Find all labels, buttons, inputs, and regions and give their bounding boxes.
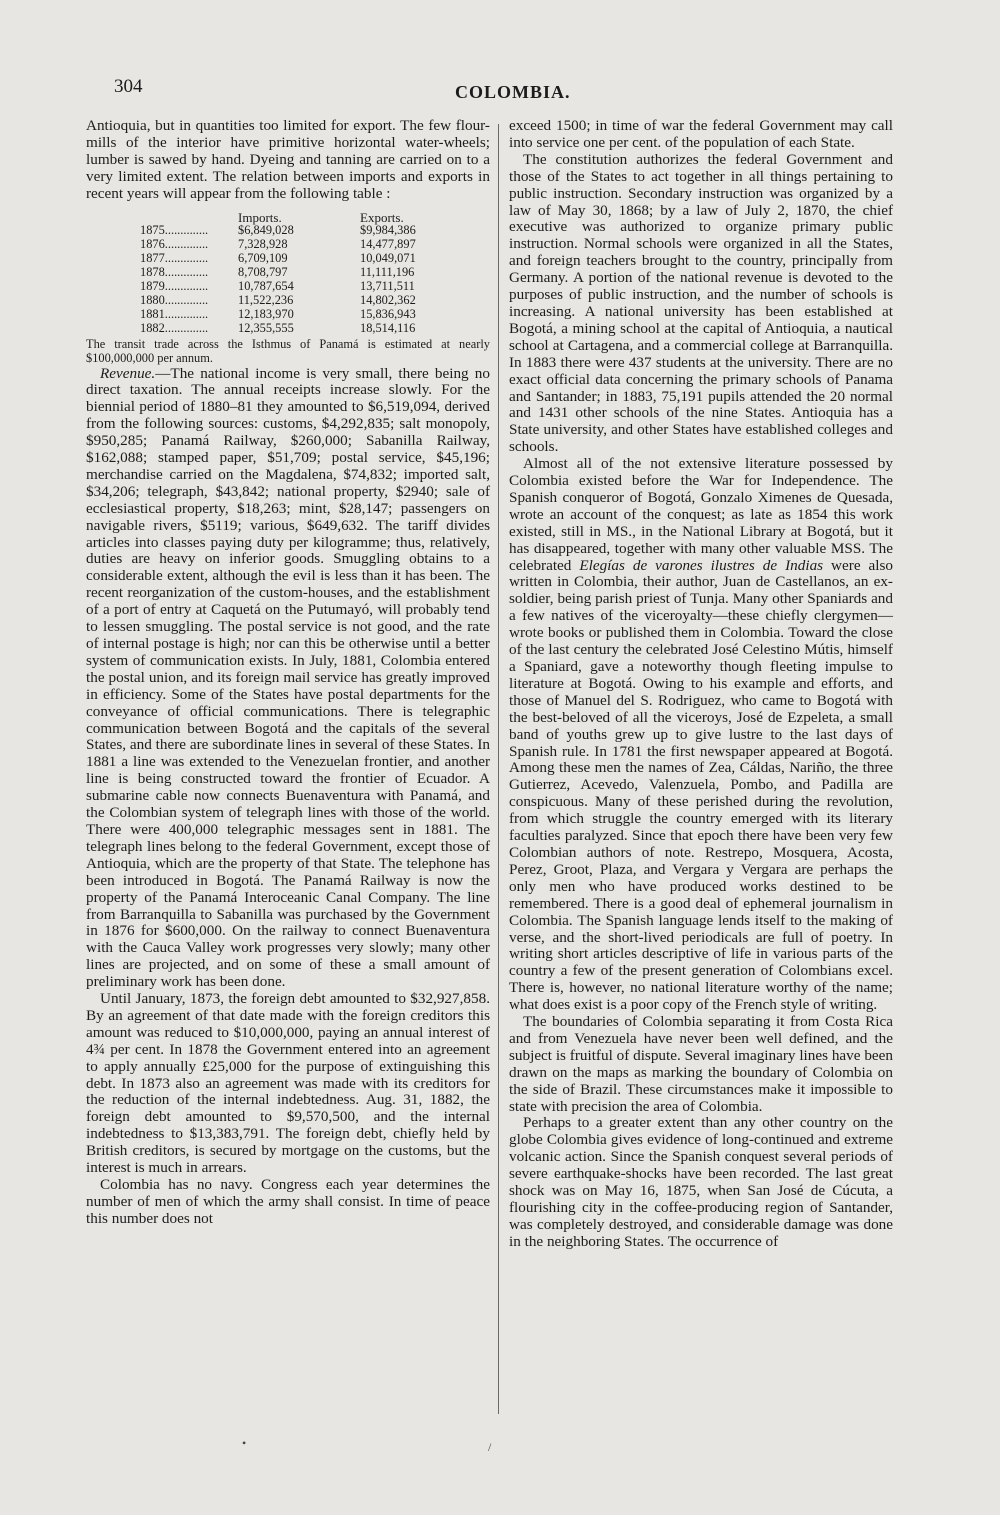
right-column [509, 118, 893, 1251]
table-cell: 8,708,797 [238, 265, 288, 280]
literature-title: Elegías de varones ilustres de Indias [579, 556, 824, 574]
paragraph-navy: Colombia has no navy. Congress each year determines the number of men of which the army shall consist. In time of peace this number does not [86, 1176, 490, 1227]
paragraph-boundaries: The boundaries of Colombia separating it from Costa Rica and from Venezuela have never been well defined, and the subject is fruitful of dispute. Several imaginary lines have been drawn on the maps as marking the boundary of Colombia on the side of Brazil. These circumstances make it impossible to state with precision the area of Colombia. [509, 1013, 893, 1115]
table-cell: 1882.............. [140, 320, 209, 335]
trade-table-wrap [140, 211, 490, 336]
left-column [86, 118, 490, 1228]
running-head: COLOMBIA. [455, 82, 571, 102]
paragraph-literature [509, 456, 893, 1014]
table-row [140, 238, 416, 252]
revenue-text: —The national income is very small, there being no direct taxation. The annual receipts increase slowly. For the biennial period of 1880–81 they amounted to $6,519,094, derived from the following sources: customs, $4,292,835; salt monopoly, $950,285; Panamá Railway, $260,000; Sabanilla Railway, $162,088; stamped paper, $51,709; postal service, $45,196; merchandise carried on the Magdalena, $74,832; imported salt, $34,206; telegraph, $43,842; national property, $2940; sale of ecclesiastical property, $18,263; mint, $28,147; passengers on navigable rivers, $5119; various, $649,632. The tariff divides articles into classes paying duty per kilogramme; thus, relatively, duties are heavy on inferior goods. Smuggling obtains to a considerable extent, although the evil is less than it has been. The recent reorganization of the custom-houses, and the establishment of a port of entry at Caquetá on the Putumayó, will probably tend to lessen smuggling. The postal service is not good, and the rate of internal postage is high; nor can this be otherwise until a better system of communication exists. In July, 1881, Colombia entered the postal union, and its foreign mail service has greatly improved in efficiency. Some of the States have postal departments for the conveyance of official communications. There is telegraphic communication between Bogotá and the capitals of the several States, and there are subordinate lines in several of these States. In 1881 a line was extended to the Venezuelan frontier, and another line is being constructed toward the frontier of Ecuador. A submarine cable now connects Buenaventura with Panamá, and the Colombian system of telegraph lines with those of the world. There were 400,000 telegraphic messages sent in 1881. The telegraph lines belong to the federal Government, except those of Antioquia, which are the property of that State. The telephone has been introduced in Bogotá. The Panamá Railway is now the property of the Panamá Interoceanic Canal Company. The line from Barranquilla to Sabanilla was purchased by the Government in 1876 for $600,000. On the railway to connect Buenaventura with the Cauca Valley work progresses very slowly; many other lines are projected, and on some of these a small amount of preliminary work has been done. [86, 364, 490, 991]
table-cell: 1881.............. [140, 306, 209, 321]
table-row [140, 252, 416, 266]
table-header-exports: Exports. [360, 209, 404, 225]
table-cell: 12,183,970 [238, 306, 294, 321]
table-row [140, 224, 416, 238]
paragraph-volcanic: Perhaps to a greater extent than any other country on the globe Colombia gives evidence of long-continued and extreme volcanic action. Since the Spanish conquest several periods of severe earthquake-shocks have been recorded. The last great shock was on May 16, 1875, when San José de Cúcuta, a flourishing city in the coffee-producing region of Santander, was completely destroyed, and considerable damage was done in the neighboring States. The occurrence of [509, 1114, 893, 1250]
table-cell: 1878.............. [140, 265, 209, 280]
paragraph-intro: Antioquia, but in quantities too limited for export. The few flour-mills of the interior have primitive horizontal water-wheels; lumber is sawed by hand. Dyeing and tanning are carried on to a very limited extent. The relation between imports and exports in recent years will appear from the following table : [86, 117, 490, 202]
table-row [140, 308, 416, 322]
trade-table [140, 211, 416, 336]
table-header-row [140, 211, 416, 225]
table-row [140, 322, 416, 336]
table-cell: 1877.............. [140, 251, 209, 266]
table-cell: 1879.............. [140, 279, 209, 294]
table-row [140, 294, 416, 308]
table-cell: 15,836,943 [360, 306, 416, 321]
table-cell: 11,111,196 [360, 265, 415, 280]
table-cell: 1875.............. [140, 223, 209, 238]
table-cell: 14,802,362 [360, 292, 416, 307]
literature-text-b: were also written in Colombia, their author, Juan de Castellanos, an ex-soldier, being parish priest of Tunja. Many other Spaniards and a few natives of the viceroyalty—these chiefly clergymen—wrote books or published them in Colombia. Toward the close of the last century the celebrated José Celestino Mútis, himself a Spaniard, gave a noteworthy though fleeting impulse to literature at Bogotá. Owing to his example and efforts, and those of Manuel del S. Rodriguez, who came to Bogotá with the best-beloved of all the viceroys, José de Ezpeleta, a small band of youths grew up to give lustre to the last days of Spanish rule. In 1781 the first newspaper appeared at Bogotá. Among these men the names of Zea, Cáldas, Nariño, the three Gutierrez, Acevedo, Valenzuela, Pombo, and Padilla are conspicuous. Many of these perished during the revolution, from which struggle the country emerged with its literary faculties paralyzed. Since that epoch there have been very few Colombian authors of note. Restrepo, Mosquera, Acosta, Perez, Groot, Plaza, and Vergara y Vergara are perhaps the only men who have produced works destined to be remembered. There is a good deal of ephemeral journalism in Colombia. The Spanish language lends itself to the making of verse, and the short-lived periodicals are full of poetry. In writing short articles descriptive of life in various parts of the country a few of the present generation of Colombians excel. There is, however, no national literature worthy of the name; what does exist is a poor copy of the French style of writing. [509, 556, 893, 1014]
literature-text-a: Almost all of the not extensive literature possessed by Colombia existed before the War for Independence. The Spanish conqueror of Bogotá, Gonzalo Ximenes de Quesada, wrote an account of the conquest; as late as 1854 this work existed, still in MS., in the National Library at Bogotá, but it has disappeared, together with many other valuable MSS. The celebrated [509, 455, 893, 574]
table-cell: 12,355,555 [238, 320, 294, 335]
table-cell: $6,849,028 [238, 223, 294, 238]
table-cell: $9,984,386 [360, 223, 416, 238]
revenue-heading: Revenue. [100, 364, 156, 382]
table-cell: 1880.............. [140, 292, 209, 307]
table-cell: 7,328,928 [238, 237, 288, 252]
page-number: 304 [114, 76, 143, 97]
table-note: The transit trade across the Isthmus of Panamá is estimated at nearly $100,000,000 per annum. [86, 336, 490, 365]
paragraph-debt: Until January, 1873, the foreign debt amounted to $32,927,858. By an agreement of that date made with the foreign creditors this amount was reduced to $10,000,000, paying an annual interest of 4¾ per cent. In 1878 the Government entered into an agreement to apply annually £25,000 for the purpose of extinguishing this debt. In 1873 also an agreement was made with its creditors for the reduction of the internal indebtedness. Aug. 31, 1882, the foreign debt amounted to $9,570,500, and the internal indebtedness to $13,383,791. The foreign debt, chiefly held by British creditors, is secured by mortgage on the customs, but the interest is much in arrears. [86, 990, 490, 1177]
table-cell: 18,514,116 [360, 320, 416, 335]
table-cell: 10,787,654 [238, 279, 294, 294]
table-cell: 11,522,236 [238, 292, 294, 307]
table-cell: 10,049,071 [360, 251, 416, 266]
table-cell: 6,709,109 [238, 251, 288, 266]
table-row [140, 280, 416, 294]
table-header-year [140, 211, 238, 225]
table-row [140, 266, 416, 280]
paragraph-instruction: The constitution authorizes the federal Government and those of the States to act together in all things pertaining to public instruction. Secondary instruction was organized by a law of May 30, 1868; by a law of July 2, 1870, the chief executive was authorized to organize primary public instruction. Normal schools were organized in all the States, and foreign teachers brought to the country, principally from Germany. A portion of the national revenue is devoted to the purposes of public instruction, and the number of schools is increasing. A national university has been established at Bogotá, a mining school at the capital of Antioquia, a nautical school at Cartagena, and a commercial college at Barranquilla. In 1883 there were 437 students at the university. There are no exact official data concerning the primary schools of Panama and Santander; in 1883, 75,191 pupils attended the 20 normal and 1431 other schools of the nine States. Antioquia has a State university, and other States have established colleges and schools. [509, 150, 893, 456]
footer-mark-left: • [242, 1436, 247, 1450]
paragraph-revenue [86, 366, 490, 992]
paragraph-army-continued: exceed 1500; in time of war the federal Government may call into service one per cent. of the population of each State. [509, 117, 893, 151]
table-header-imports: Imports. [238, 209, 282, 225]
column-divider [498, 124, 499, 1414]
table-cell: 13,711,511 [360, 279, 415, 294]
footer-mark-right: / [488, 1440, 492, 1454]
table-cell: 1876.............. [140, 237, 209, 252]
table-cell: 14,477,897 [360, 237, 416, 252]
